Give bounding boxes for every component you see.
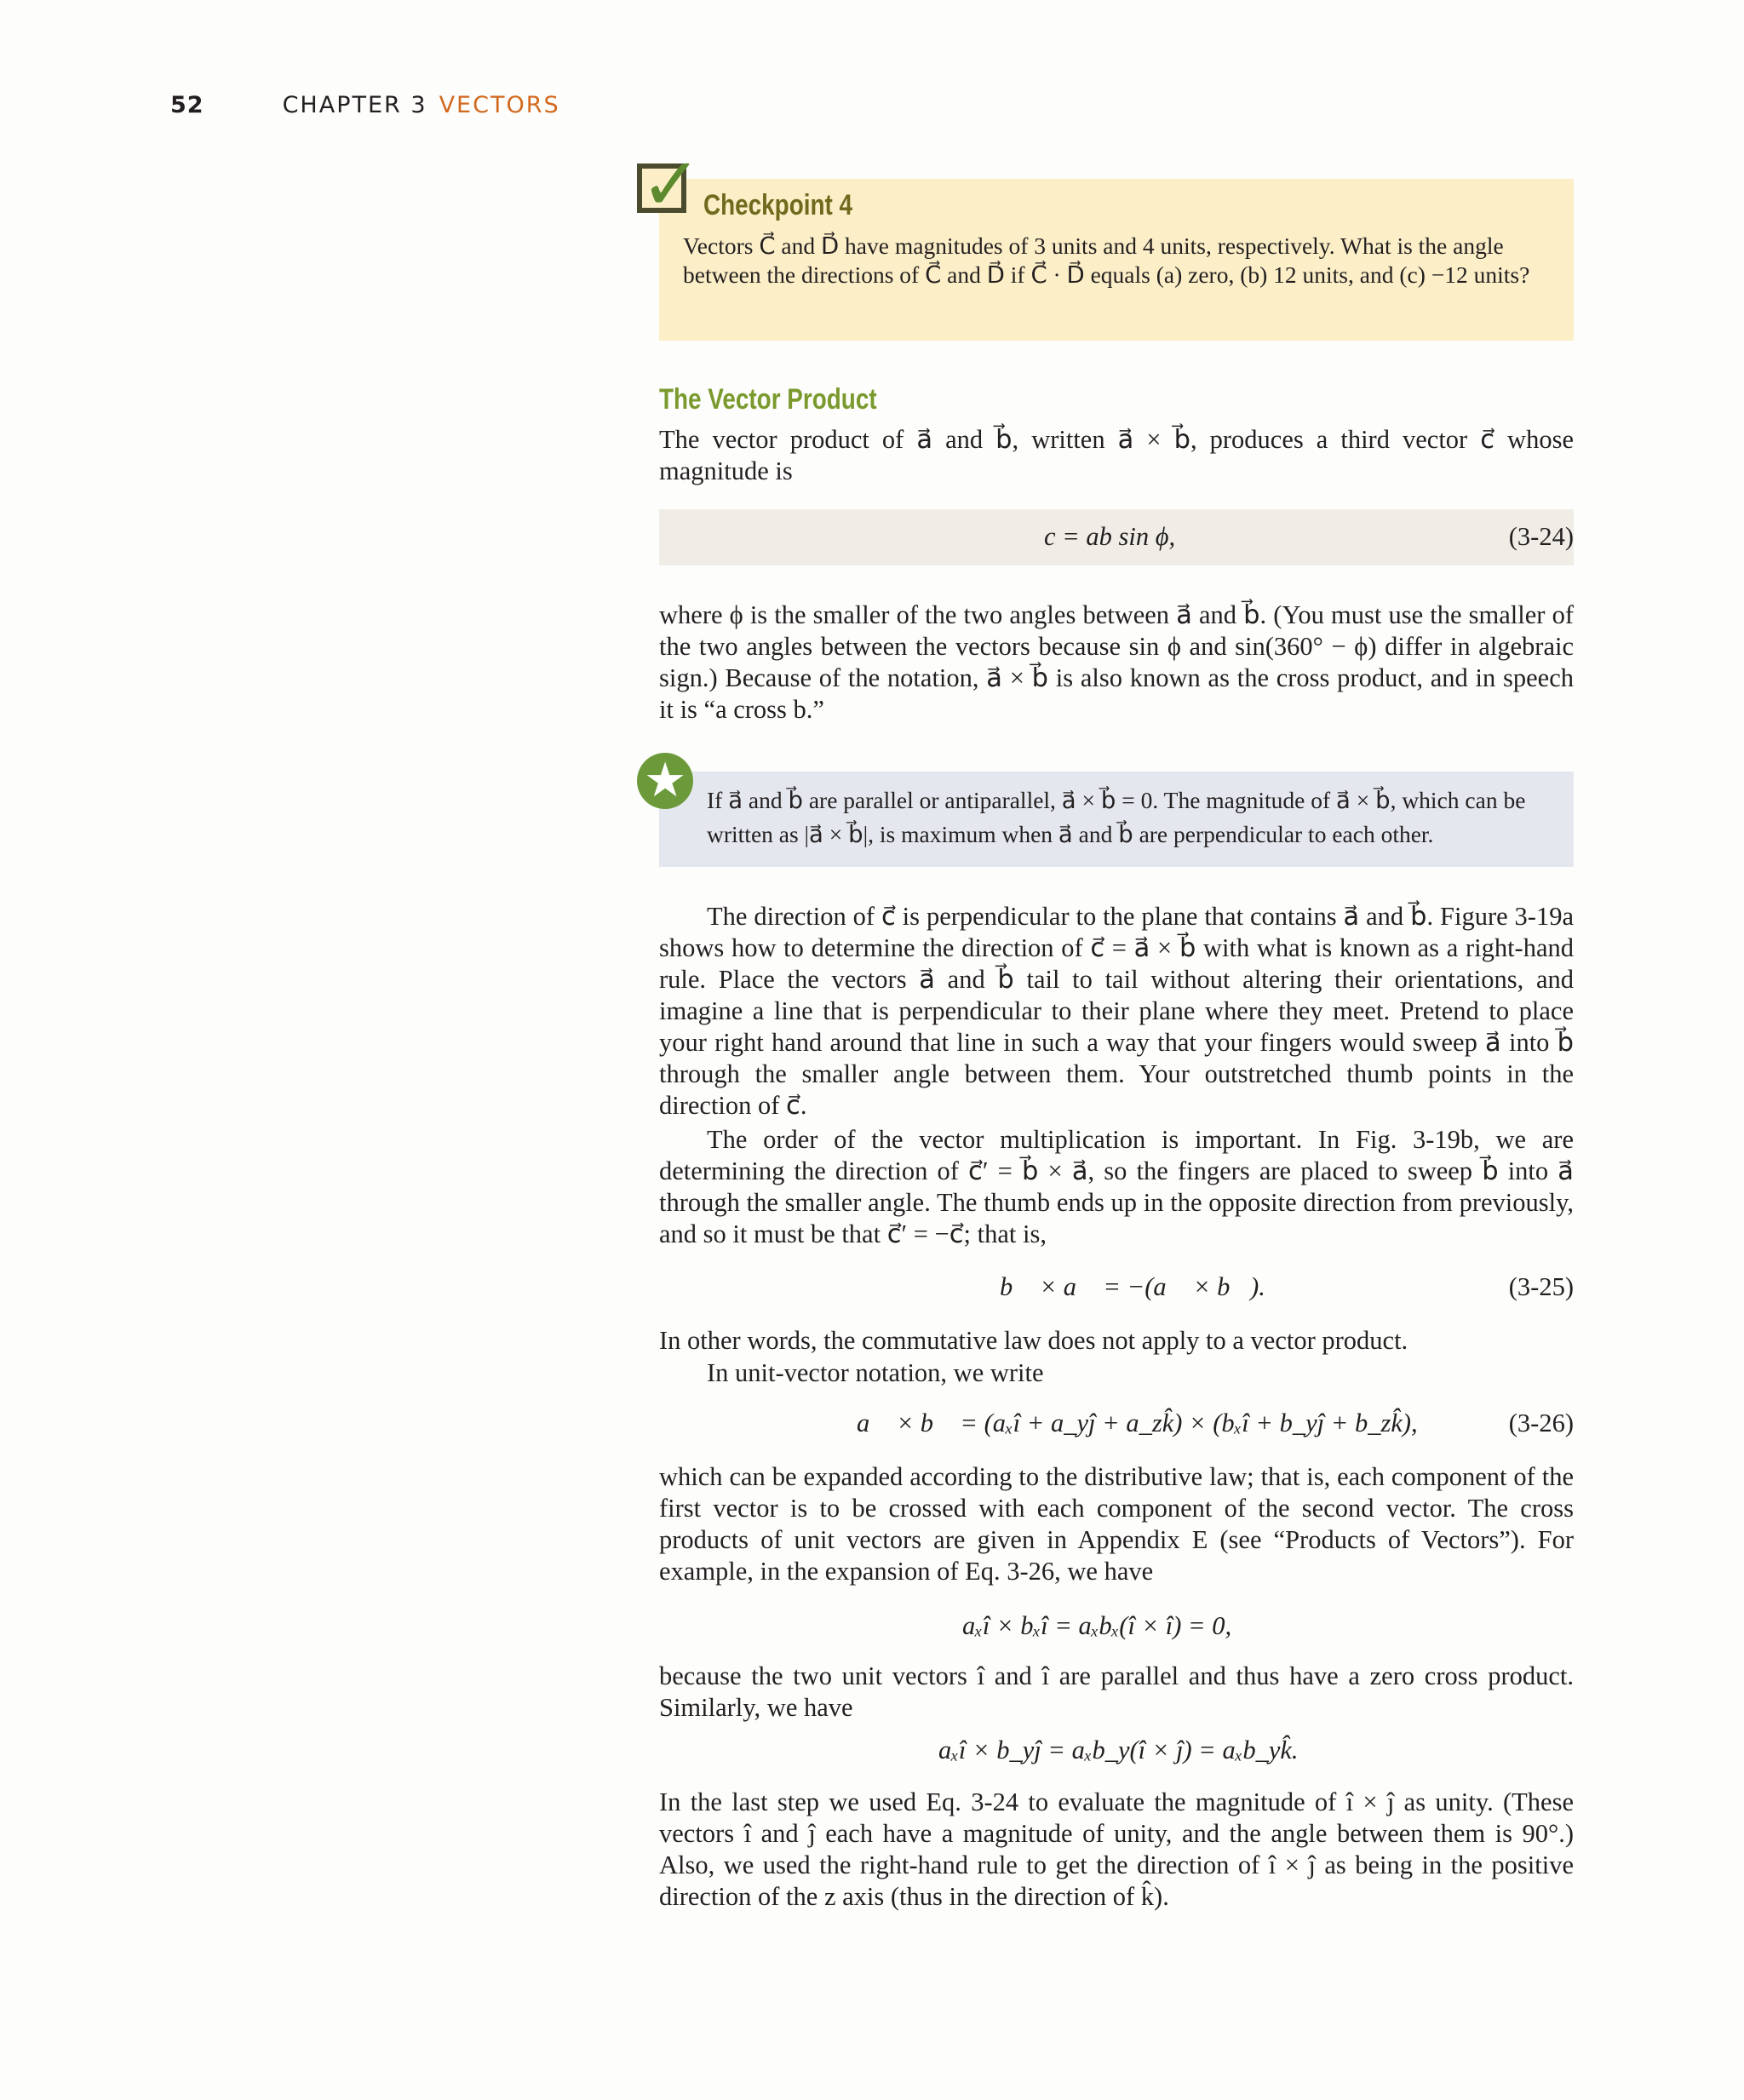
equation-3-25: b⃗ × a⃗ = −(a⃗ × b⃗). [1000,1272,1265,1301]
paragraph-order-of-multiplication: The order of the vector multiplication is important. In Fig. 3-19b, we are determining the direction of c⃗′ = b⃗ × a⃗, so the fingers are placed to sweep b⃗ into a⃗ through the smaller angle. The thumb ends up in the opposite direction from previously, and so it must be that c⃗′ = −c⃗; that is, [659,1125,1574,1248]
checkmark-icon: ✓ [640,142,703,227]
star-icon: ★ [644,753,687,808]
checkpoint-text: Vectors C⃗ and D⃗ have magnitudes of 3 units and 4 units, respectively. What is the angle between the directions of C⃗ and D⃗ if C⃗ · D⃗ equals (a) zero, (b) 12 units, and (c) −12 units? [683,232,1530,288]
page-number: 52 [170,92,204,118]
equation-number-3-24: (3-24) [1508,522,1574,551]
paragraph-commutative: In other words, the commutative law does not apply to a vector product. [659,1326,1408,1355]
equation-i-cross-j: aₓî × b_yĵ = aₓb_y(î × ĵ) = aₓb_yk̂. [938,1736,1299,1764]
paragraph-unit-vector-notation: In unit-vector notation, we write [707,1358,1044,1387]
paragraph-parallel-unit-vectors: because the two unit vectors î and î are parallel and thus have a zero cross product. Similarly, we have [659,1661,1574,1722]
equation-number-3-25: (3-25) [1508,1272,1574,1301]
paragraph-distributive-law: which can be expanded according to the distributive law; that is, each component of the first vector is to be crossed with each component of the second vector. The cross products of unit vectors are given in Appendix E (see “Products of Vectors”). For example, in the expansion of Eq. 3-26, we have [659,1462,1574,1586]
running-head [170,92,560,118]
chapter-title: VECTORS [439,92,560,118]
paragraph-vector-product-intro: The vector product of a⃗ and b⃗, written a⃗ × b⃗, produces a third vector c⃗ whose magnitude is [659,425,1574,485]
equation-3-26: a⃗ × b⃗ = (aₓî + a_yĵ + a_zk̂) × (bₓî + b_yĵ + b_zk̂), [857,1409,1418,1437]
equation-number-3-26: (3-26) [1508,1409,1574,1437]
chapter-label: CHAPTER 3 [282,92,427,118]
key-idea-text: If a⃗ and b⃗ are parallel or antiparallel, a⃗ × b⃗ = 0. The magnitude of a⃗ × b⃗, which can be written as |a⃗ × b⃗|, is maximum when a⃗ and b⃗ are perpendicular to each other. [707,787,1526,847]
paragraph-smaller-angle: where ϕ is the smaller of the two angles between a⃗ and b⃗. (You must use the smaller of the two angles between the vectors because sin ϕ and sin(360° − ϕ) differ in algebraic sign.) Because of the notation, a⃗ × b⃗ is also known as the cross product, and in speech it is “a cross b.” [659,600,1574,724]
paragraph-right-hand-rule: The direction of c⃗ is perpendicular to the plane that contains a⃗ and b⃗. Figure 3-19a shows how to determine the direction of c⃗ = a⃗ × b⃗ with what is known as a right-hand rule. Place the vectors a⃗ and b⃗ tail to tail without altering their orientations, and imagine a line that is perpendicular to their plane where they meet. Pretend to place your right hand around that line in such a way that your fingers would sweep a⃗ into b⃗ through the smaller angle between them. Your outstretched thumb points in the direction of c⃗. [659,902,1574,1120]
equation-i-cross-i: aₓî × bₓî = aₓbₓ(î × î) = 0, [962,1611,1232,1640]
section-title: The Vector Product [659,383,877,416]
equation-3-24: c = ab sin ϕ, [1044,522,1176,551]
paragraph-last-step: In the last step we used Eq. 3-24 to evaluate the magnitude of î × ĵ as unity. (These vectors î and ĵ each have a magnitude of unity, and the angle between them is 90°.) Also, we used the right-hand rule to get the direction of î × ĵ as being in the positive direction of the z axis (thus in the direction of k̂). [659,1787,1574,1911]
checkpoint-title: Checkpoint 4 [703,189,853,221]
